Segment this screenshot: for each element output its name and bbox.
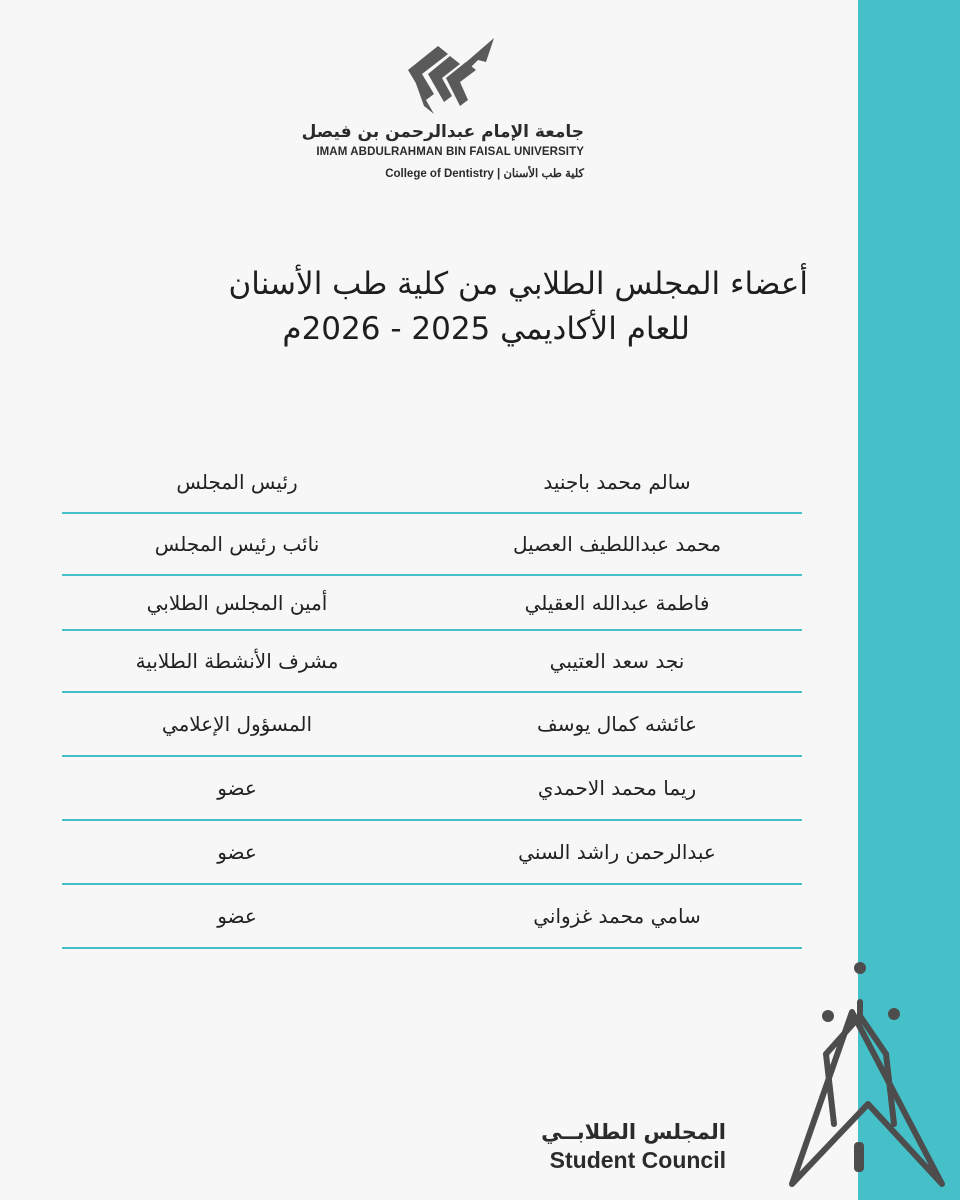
- table-row: [62, 452, 802, 514]
- member-name: محمد عبداللطيف العصيل: [512, 532, 722, 556]
- member-name: ريما محمد الاحمدي: [537, 776, 697, 800]
- member-name: سامي محمد غزواني: [533, 904, 701, 928]
- member-role: نائب رئيس المجلس: [154, 532, 320, 556]
- member-name: نجد سعد العتيبي: [549, 649, 685, 673]
- university-name-english: IMAM ABDULRAHMAN BIN FAISAL UNIVERSITY: [316, 146, 584, 158]
- member-role: أمين المجلس الطلابي: [146, 590, 328, 615]
- table-row: [62, 576, 802, 631]
- university-emblem-icon: [404, 34, 500, 120]
- university-name-arabic: جامعة الإمام عبدالرحمن بن فيصل: [301, 122, 584, 142]
- member-role: المسؤول الإعلامي: [161, 712, 313, 736]
- student-council-logo-icon: [782, 958, 950, 1190]
- table-row: [62, 631, 802, 693]
- member-name: فاطمة عبدالله العقيلي: [524, 590, 710, 615]
- page-title: [108, 262, 808, 352]
- member-name: عائشه كمال يوسف: [537, 712, 697, 736]
- member-role: مشرف الأنشطة الطلابية: [135, 649, 339, 673]
- university-logo-block: [300, 28, 600, 188]
- member-role: عضو: [217, 776, 257, 800]
- student-council-arabic: المجلس الطلابــي: [541, 1120, 726, 1144]
- members-table: [62, 452, 802, 949]
- table-row: [62, 514, 802, 576]
- table-row: [62, 757, 802, 821]
- table-row: [62, 885, 802, 949]
- table-row: [62, 821, 802, 885]
- member-role: عضو: [217, 904, 257, 928]
- member-role: رئيس المجلس: [176, 470, 298, 494]
- student-council-wordmark: [510, 1118, 726, 1174]
- page-title-line-2: للعام الأكاديمي 2025 - 2026م: [282, 311, 690, 347]
- college-name: College of Dentistry | كلية طب الأسنان: [385, 168, 584, 180]
- member-role: عضو: [217, 840, 257, 864]
- member-name: عبدالرحمن راشد السني: [518, 840, 716, 864]
- member-name: سالم محمد باجنيد: [543, 470, 691, 494]
- page-title-line-1: أعضاء المجلس الطلابي من كلية طب الأسنان: [228, 266, 808, 302]
- table-row: [62, 693, 802, 757]
- student-council-english: Student Council: [549, 1147, 726, 1173]
